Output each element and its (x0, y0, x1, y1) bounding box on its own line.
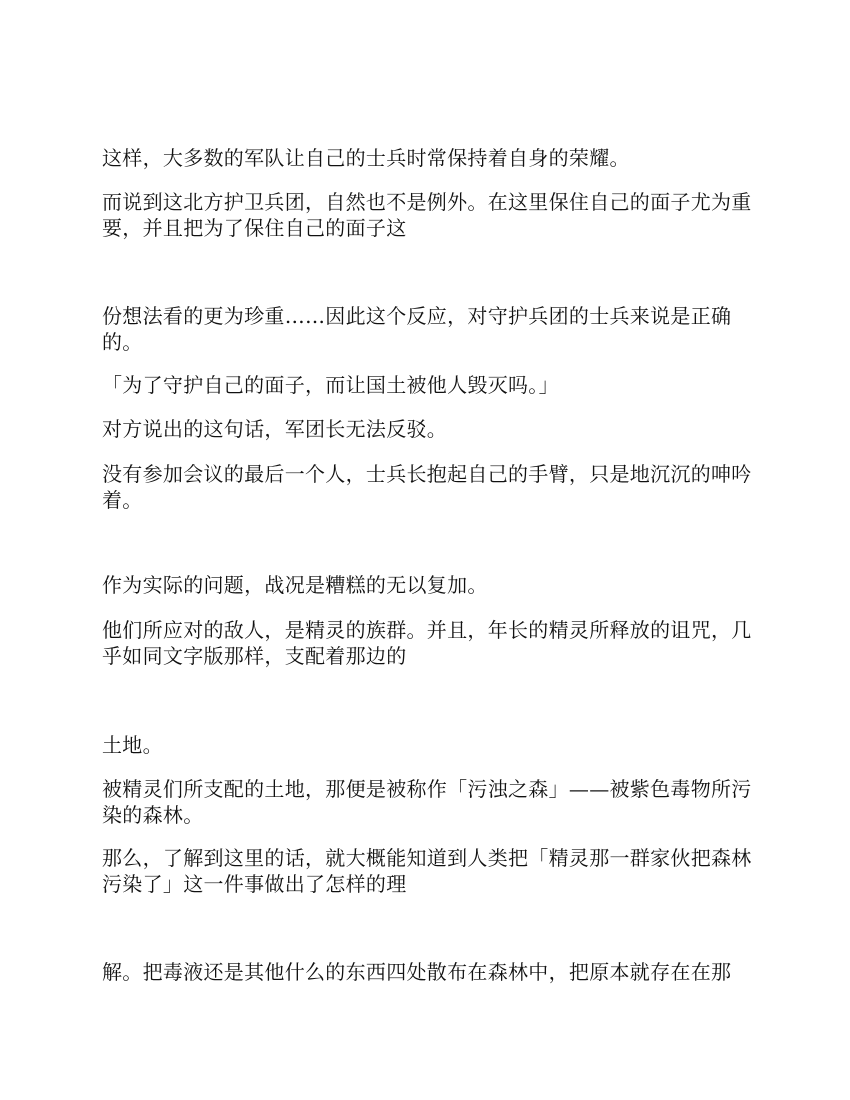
paragraph-11: 那么，了解到这里的话，就大概能知道到人类把「精灵那一群家伙把森林污染了」这一件事做出了怎样的理 (102, 846, 752, 896)
paragraph-2: 而说到这北方护卫兵团，自然也不是例外。在这里保住自己的面子尤为重要，并且把为了保住自己的面子这 (102, 190, 752, 240)
paragraph-9: 土地。 (102, 733, 163, 757)
paragraph-8: 他们所应对的敌人，是精灵的族群。并且，年长的精灵所释放的诅咒，几乎如同文字版那样，支配着那边的 (102, 618, 752, 668)
paragraph-1: 这样，大多数的军队让自己的士兵时常保持着自身的荣耀。 (102, 146, 630, 170)
paragraph-3: 份想法看的更为珍重……因此这个反应，对守护兵团的士兵来说是正确的。 (102, 304, 732, 354)
paragraph-12: 解。把毒液还是其他什么的东西四处散布在森林中，把原本就存在在那 (102, 960, 732, 984)
paragraph-4-quote: 「为了守护自己的面子，而让国土被他人毁灭吗。」 (102, 373, 559, 397)
paragraph-6: 没有参加会议的最后一个人，士兵长抱起自己的手臂，只是地沉沉的呻吟着。 (102, 462, 752, 512)
paragraph-5: 对方说出的这句话，军团长无法反驳。 (102, 417, 448, 441)
paragraph-10: 被精灵们所支配的土地，那便是被称作「污浊之森」——被紫色毒物所污染的森林。 (102, 777, 752, 827)
paragraph-7: 作为实际的问题，战况是糟糕的无以复加。 (102, 573, 488, 597)
